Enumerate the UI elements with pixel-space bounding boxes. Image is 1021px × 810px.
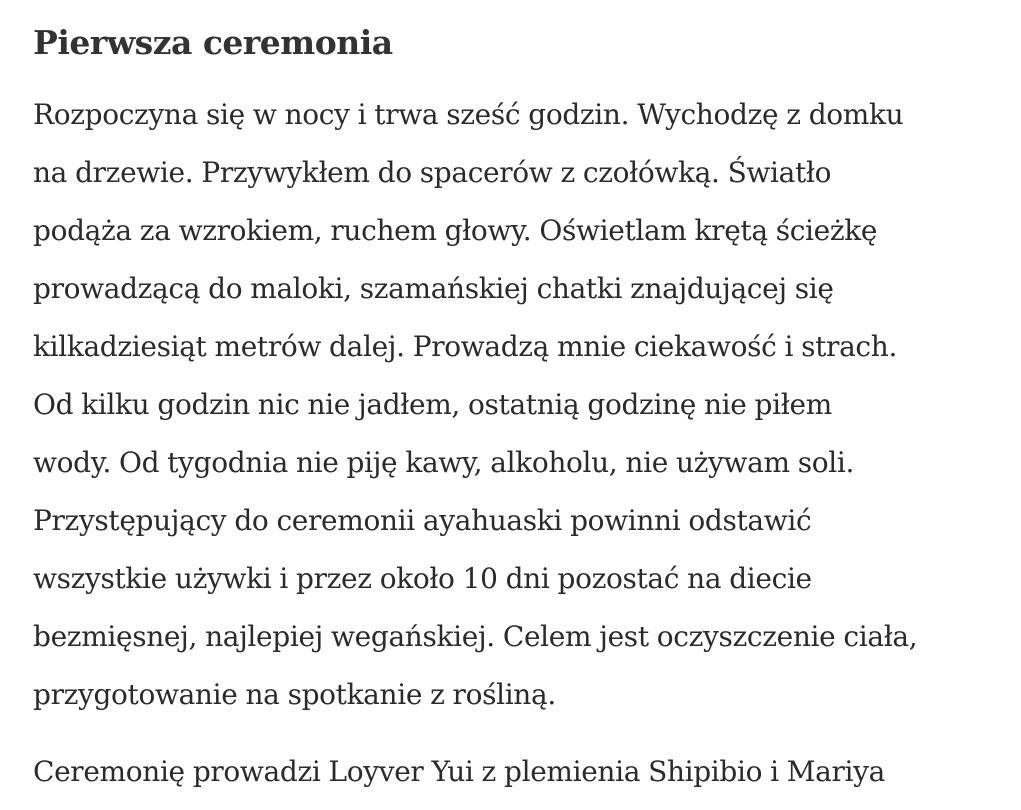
paragraph-1: [33, 86, 1018, 724]
text-line: wody. Od tygodnia nie piję kawy, alkoholu, nie używam soli.: [33, 446, 855, 479]
text-line: prowadzącą do maloki, szamańskiej chatki znajdującej się: [33, 272, 834, 305]
article: [33, 0, 1018, 801]
text-line: przygotowanie na spotkanie z rośliną.: [33, 678, 556, 711]
text-line: Rozpoczyna się w nocy i trwa sześć godzin. Wychodzę z domku: [33, 98, 904, 131]
text-line: na drzewie. Przywykłem do spacerów z czołówką. Światło: [33, 156, 832, 189]
text-line: kilkadziesiąt metrów dalej. Prowadzą mnie ciekawość i strach.: [33, 330, 898, 363]
text-line: wszystkie używki i przez około 10 dni pozostać na diecie: [33, 562, 812, 595]
paragraph-2: [33, 743, 1018, 801]
text-line: Od kilku godzin nic nie jadłem, ostatnią godzinę nie piłem: [33, 388, 832, 421]
text-line: podąża za wzrokiem, ruchem głowy. Oświetlam krętą ścieżkę: [33, 214, 878, 247]
text-line: Ceremonię prowadzi Loyver Yui z plemienia Shipibio i Mariya: [33, 755, 885, 788]
section-heading: Pierwsza ceremonia: [33, 23, 393, 62]
paragraph-gap: [33, 724, 1018, 743]
text-line: Przystępujący do ceremonii ayahuaski powinni odstawić: [33, 504, 812, 537]
text-line: bezmięsnej, najlepiej wegańskiej. Celem jest oczyszczenie ciała,: [33, 620, 918, 653]
